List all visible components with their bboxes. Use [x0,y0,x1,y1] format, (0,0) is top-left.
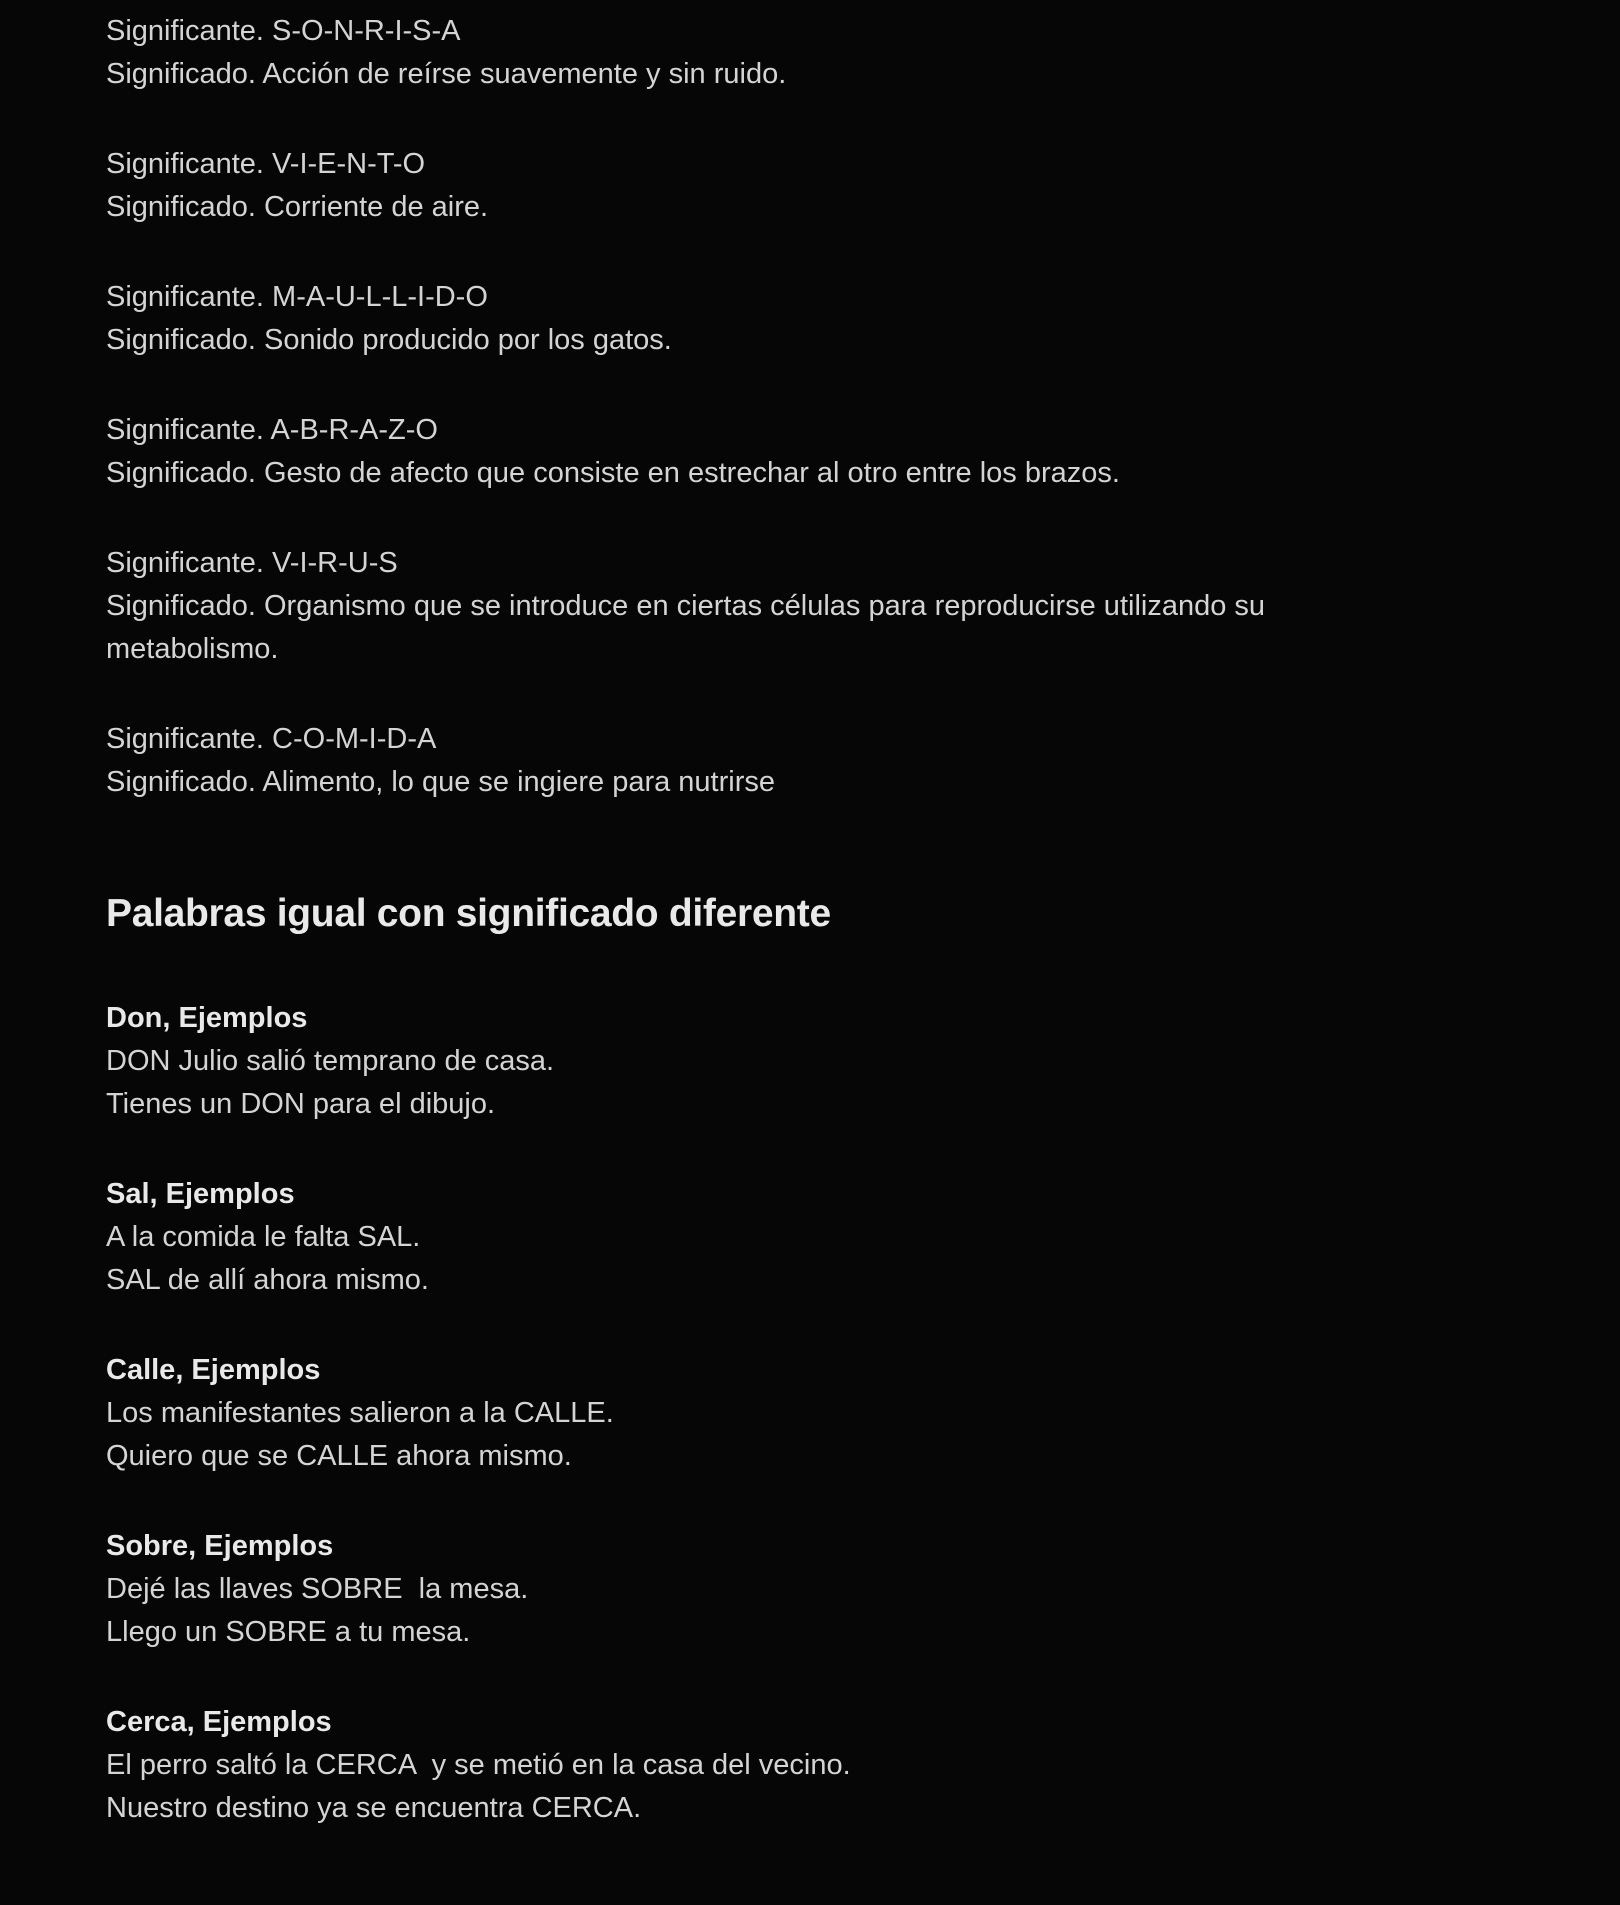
significante-pair [106,143,1520,229]
example-line: Quiero que se CALLE ahora mismo. [106,1440,572,1472]
example-line: Llego un SOBRE a tu mesa. [106,1616,471,1648]
significado-line: Significado. Organismo que se introduce en ciertas células para reproducirse utilizando su [106,590,1266,622]
group-title: Calle, Ejemplos [106,1354,321,1386]
significante-pair [106,718,1520,804]
group-title: Sobre, Ejemplos [106,1530,334,1562]
significado-line: Significado. Alimento, lo que se ingiere para nutrirse [106,766,775,798]
significante-pair [106,276,1520,362]
significado-line-continued: metabolismo. [106,633,279,665]
significante-line: Significante. V-I-R-U-S [106,547,398,579]
significado-line: Significado. Corriente de aire. [106,191,489,223]
example-line: Nuestro destino ya se encuentra CERCA. [106,1792,642,1824]
significado-line: Significado. Sonido producido por los gatos. [106,324,672,356]
significante-line: Significante. S-O-N-R-I-S-A [106,15,461,47]
example-line: El perro saltó la CERCA y se metió en la casa del vecino. [106,1749,851,1781]
homonym-group [106,1701,1520,1830]
example-line: SAL de allí ahora mismo. [106,1264,429,1296]
significante-pair [106,542,1520,671]
homonym-group [106,1525,1520,1654]
example-line: DON Julio salió temprano de casa. [106,1045,555,1077]
group-title: Don, Ejemplos [106,1002,308,1034]
significante-line: Significante. C-O-M-I-D-A [106,723,437,755]
section-heading: Palabras igual con significado diferente [106,892,831,935]
group-title: Sal, Ejemplos [106,1178,295,1210]
significante-line: Significante. V-I-E-N-T-O [106,148,426,180]
example-line: Dejé las llaves SOBRE la mesa. [106,1573,529,1605]
example-line: Tienes un DON para el dibujo. [106,1088,496,1120]
example-line: Los manifestantes salieron a la CALLE. [106,1397,614,1429]
homonym-group [106,1173,1520,1302]
significante-line: Significante. M-A-U-L-L-I-D-O [106,281,488,313]
significante-line: Significante. A-B-R-A-Z-O [106,414,438,446]
significado-line: Significado. Gesto de afecto que consiste en estrechar al otro entre los brazos. [106,457,1120,489]
homonym-group [106,1349,1520,1478]
significante-pair [106,409,1520,495]
group-title: Cerca, Ejemplos [106,1706,332,1738]
homonym-group [106,997,1520,1126]
significante-pair [106,10,1520,96]
significado-line: Significado. Acción de reírse suavemente y sin ruido. [106,58,787,90]
example-line: A la comida le falta SAL. [106,1221,421,1253]
